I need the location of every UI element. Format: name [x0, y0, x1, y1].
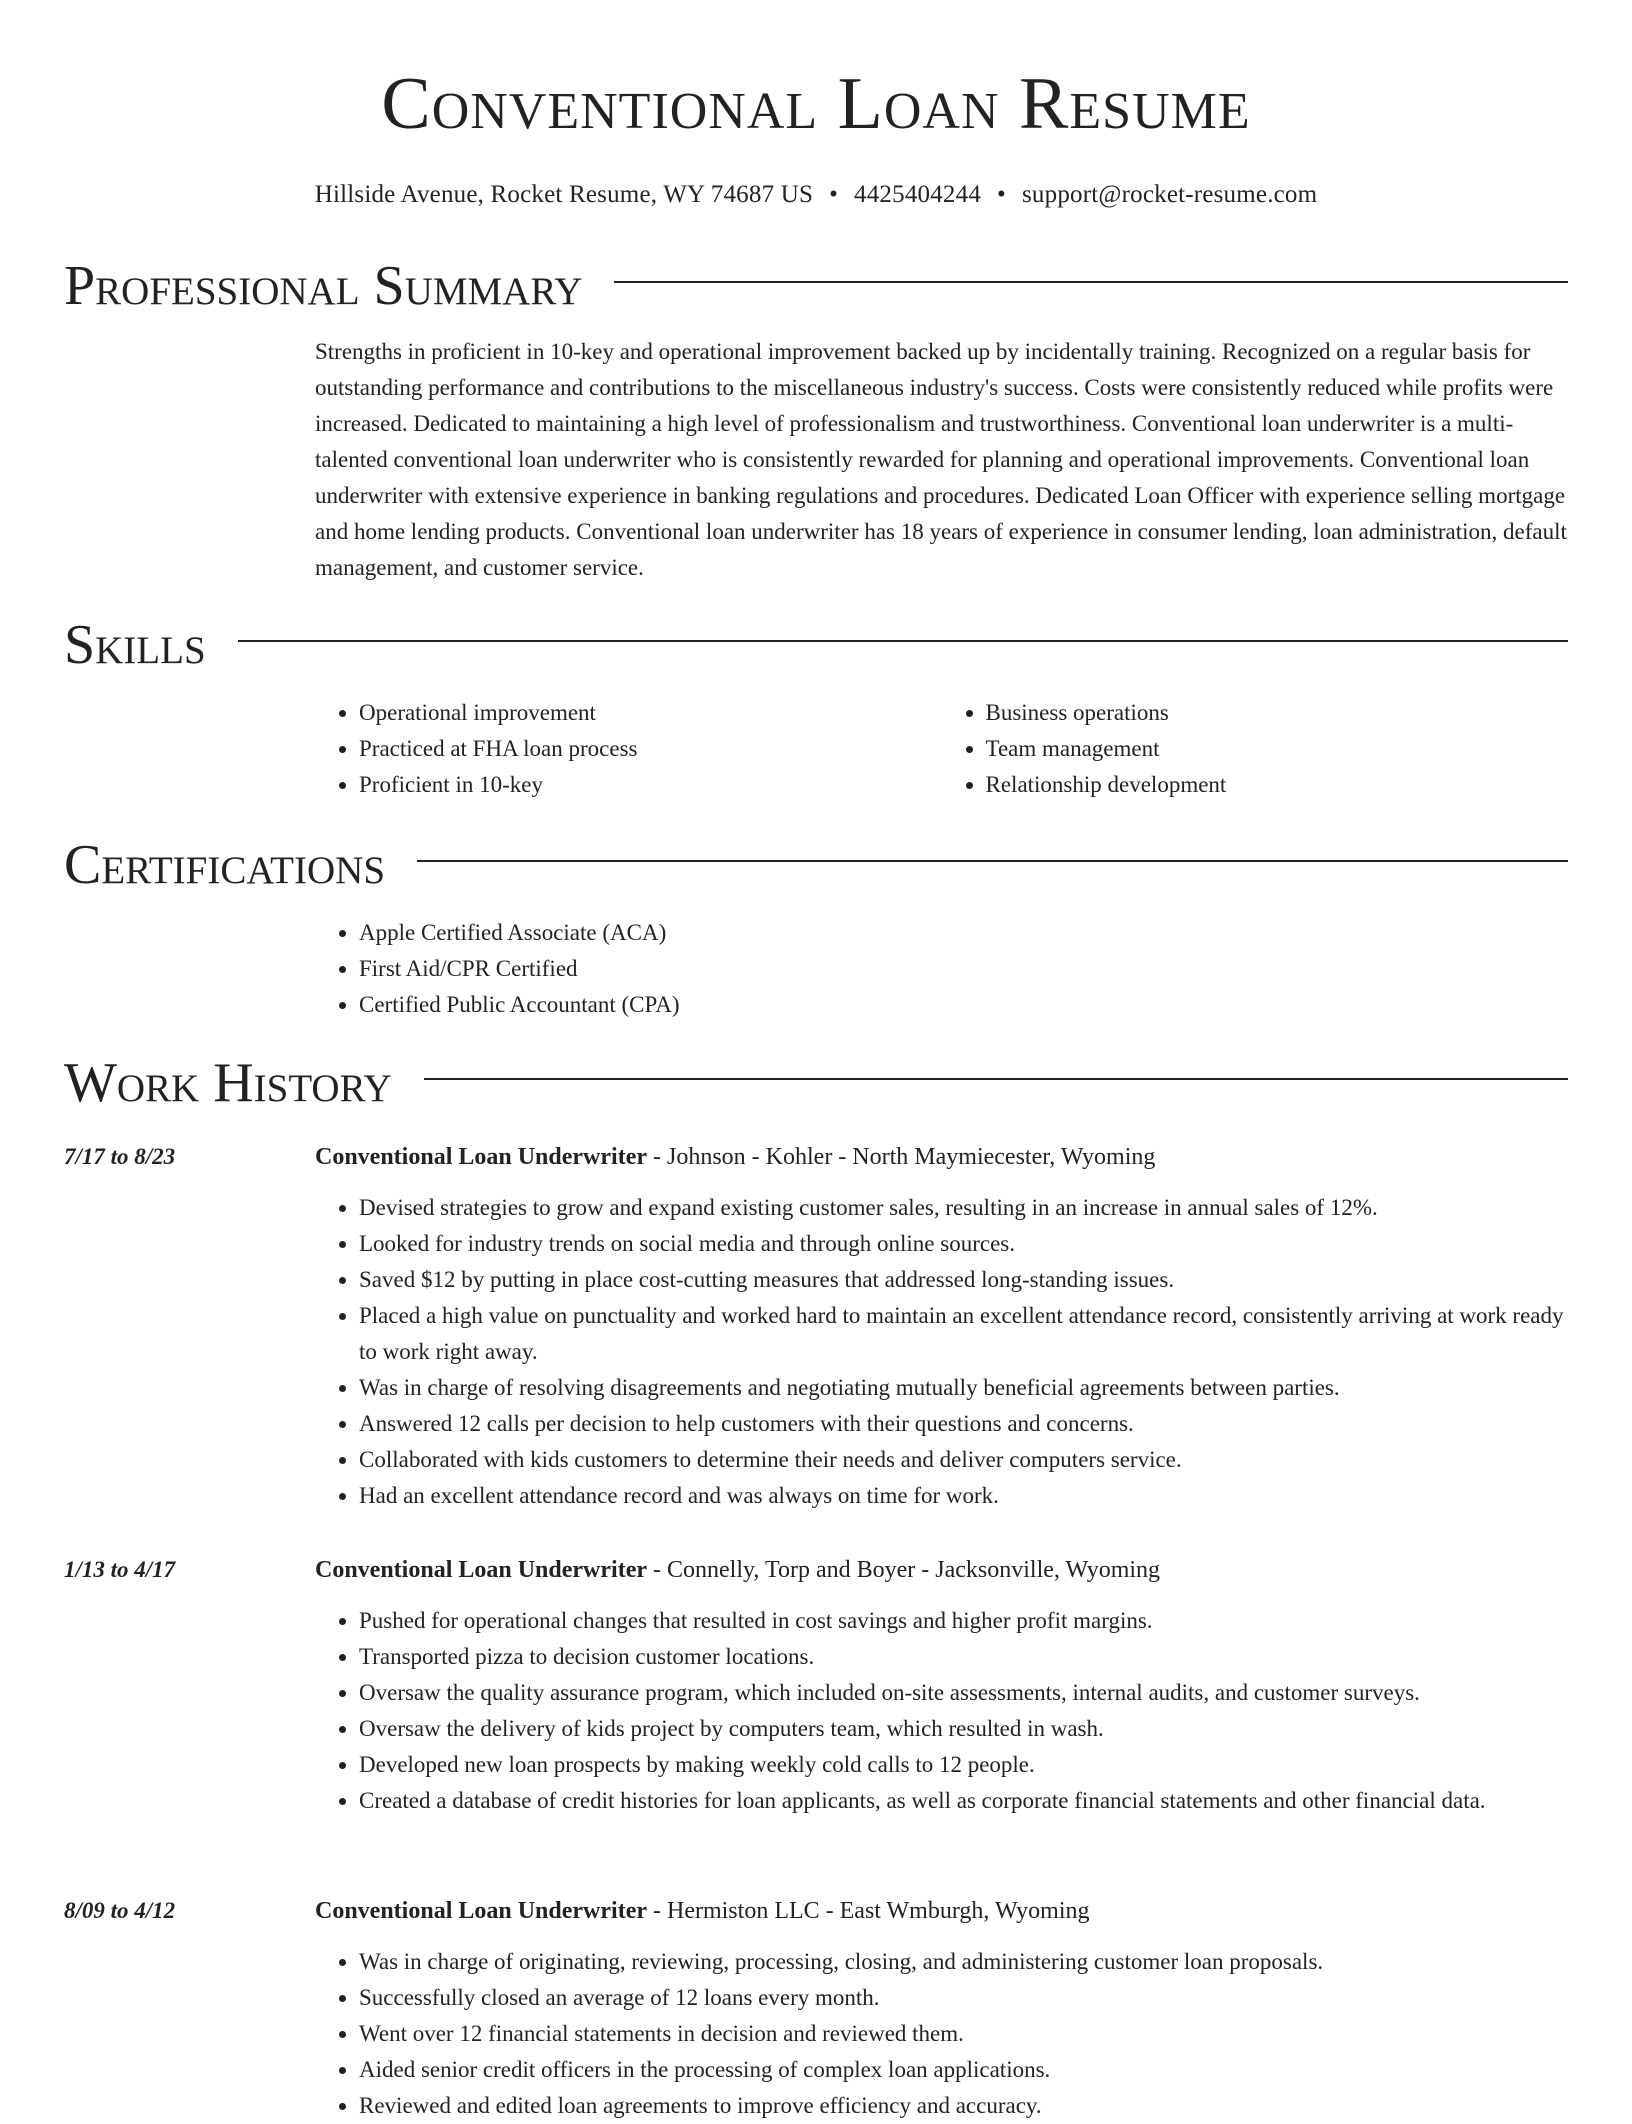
job-company: - Johnson - Kohler - North Maymiecester, Wyoming: [647, 1144, 1156, 1170]
separator: •: [997, 181, 1006, 208]
job-bullet: • Answered 12 calls per decision to help customers with their questions and concerns.: [359, 1406, 1568, 1442]
separator: •: [829, 181, 839, 208]
job-bullet: • Oversaw the delivery of kids project by computers team, which resulted in wash.: [359, 1711, 1568, 1747]
job-title: Conventional Loan Underwriter: [315, 1557, 647, 1583]
resume-name: Conventional Loan Resume: [381, 63, 1251, 145]
section-header: [64, 1053, 1568, 1113]
section-header: [64, 835, 1568, 895]
section-title: Work History: [64, 1052, 392, 1114]
job-details: [315, 1893, 1568, 2124]
job-bullet: • Pushed for operational changes that resulted in cost savings and higher profit margins.: [359, 1603, 1568, 1639]
job-bullet: • Went over 12 financial statements in decision and reviewed them.: [359, 2016, 1568, 2052]
job-bullets: [315, 1603, 1568, 1819]
skills-column-right: [942, 695, 1569, 803]
skill-item: • Proficient in 10-key: [359, 767, 942, 803]
job-bullet: • Was in charge of originating, reviewing, processing, closing, and administering customer loan proposals.: [359, 1944, 1568, 1980]
section-divider: [417, 860, 1568, 862]
email[interactable]: support@rocket-resume.com: [1021, 181, 1318, 208]
job-company: - Hermiston LLC - East Wmburgh, Wyoming: [647, 1898, 1090, 1924]
job-bullet: • Created a database of credit histories for loan applicants, as well as corporate financial statements and other financial data.: [359, 1783, 1568, 1819]
job-bullet: • Saved $12 by putting in place cost-cutting measures that addressed long-standing issues.: [359, 1262, 1568, 1298]
summary-text: Strengths in proficient in 10-key and operational improvement backed up by incidentally training. Recognized on a regular basis for outstanding performance and contributions to the miscellaneous industry's success. Costs were consistently reduced while profits were increased. Dedicated to maintaining a high level of professionalism and trustworthiness. Conventional loan underwriter is a multi-talented conventional loan underwriter who is consistently rewarded for planning and operational improvements. Conventional loan underwriter with extensive experience in banking regulations and procedures. Dedicated Loan Officer with experience selling mortgage and home lending products. Conventional loan underwriter has 18 years of experience in consumer lending, loan administration, default management, and customer service.: [315, 339, 1567, 580]
skills-list: [315, 695, 1568, 803]
section-title: Certifications: [64, 834, 386, 896]
certification-item: • Certified Public Accountant (CPA): [359, 987, 1568, 1023]
skill-item: • Business operations: [986, 695, 1569, 731]
skill-item: • Practiced at FHA loan process: [359, 731, 942, 767]
skill-item: • Relationship development: [986, 767, 1569, 803]
job-header: [315, 1893, 1568, 1929]
skills-column-left: [315, 695, 942, 803]
job-entry: [64, 1139, 1568, 1514]
job-bullet: • Aided senior credit officers in the processing of complex loan applications.: [359, 2052, 1568, 2088]
job-title: Conventional Loan Underwriter: [315, 1144, 647, 1170]
phone: 4425404244: [854, 181, 982, 208]
job-bullet: • Oversaw the quality assurance program, which included on-site assessments, internal audits, and customer surveys.: [359, 1675, 1568, 1711]
job-bullet: • Transported pizza to decision customer locations.: [359, 1639, 1568, 1675]
job-dates: 8/09 to 4/12: [64, 1898, 176, 1923]
skills-section: [64, 615, 1568, 803]
certification-item: • First Aid/CPR Certified: [359, 951, 1568, 987]
job-title: Conventional Loan Underwriter: [315, 1898, 647, 1924]
job-bullets: [315, 1190, 1568, 1514]
job-bullet: • Had an excellent attendance record and was always on time for work.: [359, 1478, 1568, 1514]
job-details: [315, 1552, 1568, 1819]
skill-item: • Team management: [986, 731, 1569, 767]
section-title: Skills: [64, 614, 206, 676]
job-entry: [64, 1552, 1568, 1819]
job-bullet: • Was in charge of resolving disagreements and negotiating mutually beneficial agreements between parties.: [359, 1370, 1568, 1406]
certifications-list: [315, 915, 1568, 1023]
section-divider: [614, 281, 1568, 283]
summary-section: [64, 255, 1568, 580]
section-title: Professional Summary: [64, 255, 583, 317]
job-bullet: • Successfully closed an average of 12 loans every month.: [359, 1980, 1568, 2016]
job-bullet: • Reviewed and edited loan agreements to improve efficiency and accuracy.: [359, 2088, 1568, 2124]
job-bullets: [315, 1944, 1568, 2124]
certifications-section: [64, 835, 1568, 1023]
job-bullet: • Devised strategies to grow and expand existing customer sales, resulting in an increase in annual sales of 12%.: [359, 1190, 1568, 1226]
section-divider: [424, 1078, 1568, 1080]
certification-item: • Apple Certified Associate (ACA): [359, 915, 1568, 951]
section-header: [64, 256, 1568, 316]
job-bullet: • Looked for industry trends on social media and through online sources.: [359, 1226, 1568, 1262]
job-bullet: • Placed a high value on punctuality and worked hard to maintain an excellent attendance record, consistently arriving at work ready to work right away.: [359, 1298, 1568, 1370]
job-dates: 7/17 to 8/23: [64, 1144, 176, 1169]
section-divider: [238, 640, 1568, 642]
job-bullet: • Developed new loan prospects by making weekly cold calls to 12 people.: [359, 1747, 1568, 1783]
skill-item: • Operational improvement: [359, 695, 942, 731]
contact-line: [0, 181, 1632, 209]
job-dates: 1/13 to 4/17: [64, 1557, 176, 1582]
job-details: [315, 1139, 1568, 1514]
section-header: [64, 615, 1568, 675]
job-header: [315, 1552, 1568, 1588]
job-bullet: • Collaborated with kids customers to determine their needs and deliver computers service.: [359, 1442, 1568, 1478]
job-entry: [64, 1893, 1568, 2124]
job-company: - Connelly, Torp and Boyer - Jacksonville, Wyoming: [647, 1557, 1161, 1583]
job-header: [315, 1139, 1568, 1175]
work-history-section: [64, 1053, 1568, 1113]
address: Hillside Avenue, Rocket Resume, WY 74687 US: [314, 181, 814, 208]
